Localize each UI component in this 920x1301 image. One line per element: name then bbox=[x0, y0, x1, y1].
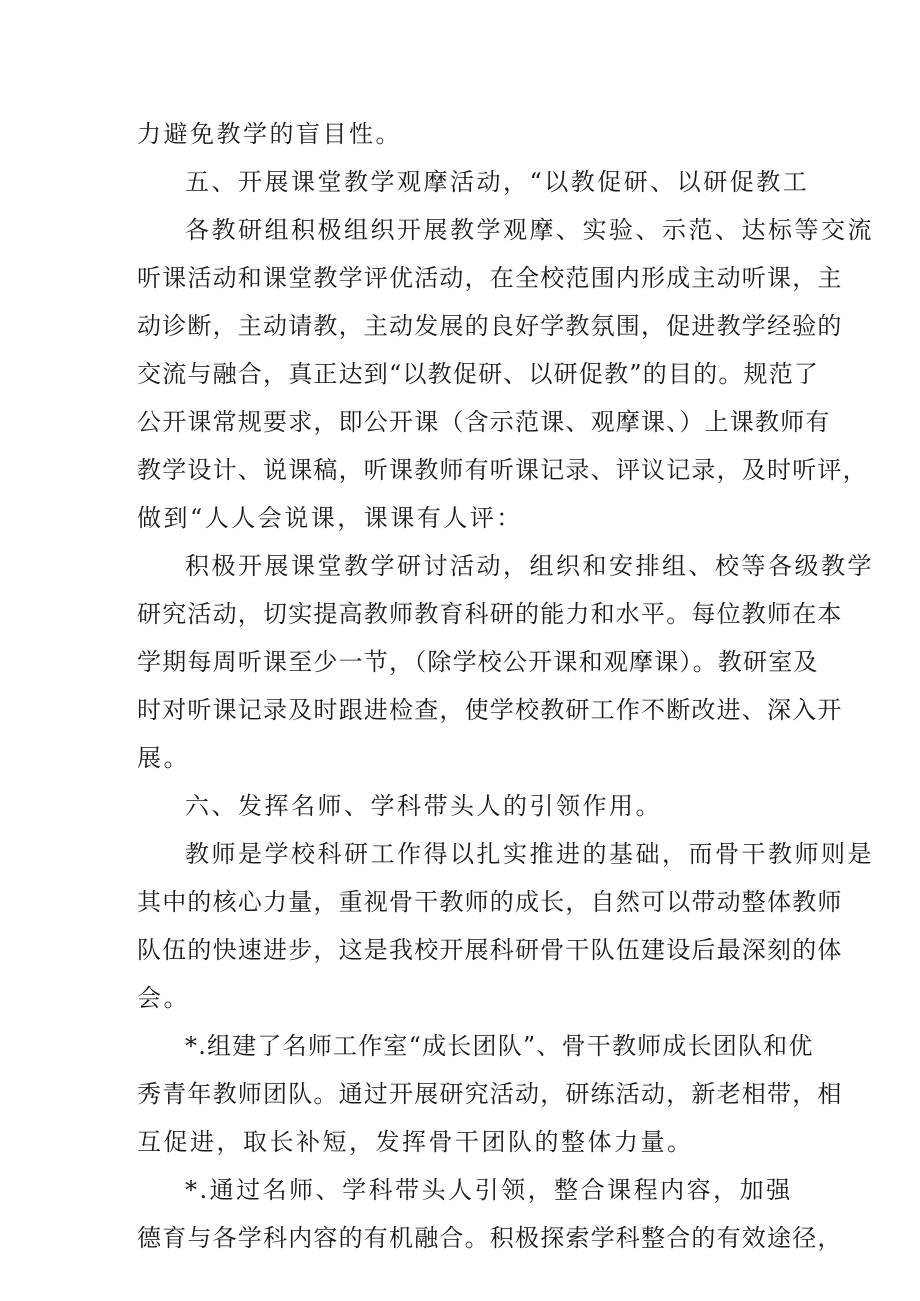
text-line-16: 教师是学校科研工作得以扎实推进的基础，而骨干教师则是 bbox=[185, 840, 874, 868]
text-line-4: 听课活动和课堂教学评优活动，在全校范围内形成主动听课，主 bbox=[137, 264, 843, 292]
text-line-6: 交流与融合，真正达到“以教促研、以研促教”的目的。规范了 bbox=[137, 360, 820, 388]
text-line-11: 研究活动，切实提高教师教育科研的能力和水平。每位教师在本 bbox=[137, 600, 843, 628]
text-line-12: 学期每周听课至少一节，（除学校公开课和观摩课）。教研室及 bbox=[137, 648, 819, 676]
text-line-3: 各教研组积极组织开展教学观摩、实验、示范、达标等交流 bbox=[185, 216, 874, 244]
text-line-21: 秀青年教师团队。通过开展研究活动，研练活动，新老相带，相 bbox=[137, 1080, 843, 1108]
bullet-item-2: *.通过名师、学科带头人引领，整合课程内容，加强 bbox=[185, 1176, 793, 1204]
text-line-9: 做到“人人会说课，课课有人评： bbox=[137, 504, 523, 532]
text-line-17: 其中的核心力量，重视骨干教师的成长，自然可以带动整体教师 bbox=[137, 888, 843, 916]
text-line-19: 会。 bbox=[137, 984, 190, 1012]
section-five-heading: 五、开展课堂教学观摩活动，“以教促研、以研促教工 bbox=[185, 168, 810, 196]
text-line-14: 展。 bbox=[137, 744, 190, 772]
text-line-22: 互促进，取长补短，发挥骨干团队的整体力量。 bbox=[137, 1128, 694, 1156]
text-line-5: 动诊断，主动请教，主动发展的良好学教氛围，促进教学经验的 bbox=[137, 312, 843, 340]
text-line-8: 教学设计、说课稿，听课教师有听课记录、评议记录，及时听评， bbox=[137, 456, 868, 484]
text-line-10: 积极开展课堂教学研讨活动，组织和安排组、校等各级教学 bbox=[185, 552, 874, 580]
text-line-18: 队伍的快速进步，这是我校开展科研骨干队伍建设后最深刻的体 bbox=[137, 936, 843, 964]
text-line-1: 力避免教学的盲目性。 bbox=[137, 120, 402, 148]
section-six-heading: 六、发挥名师、学科带头人的引领作用。 bbox=[185, 792, 662, 820]
bullet-item-1: *.组建了名师工作室“成长团队”、骨干教师成长团队和优 bbox=[185, 1032, 814, 1060]
text-line-7: 公开课常规要求，即公开课（含示范课、观摩课、）上课教师有 bbox=[137, 408, 831, 436]
text-line-24: 德育与各学科内容的有机融合。积极探索学科整合的有效途径， bbox=[137, 1224, 843, 1252]
text-line-13: 时对听课记录及时跟进检查，使学校教研工作不断改进、深入开 bbox=[137, 696, 843, 724]
